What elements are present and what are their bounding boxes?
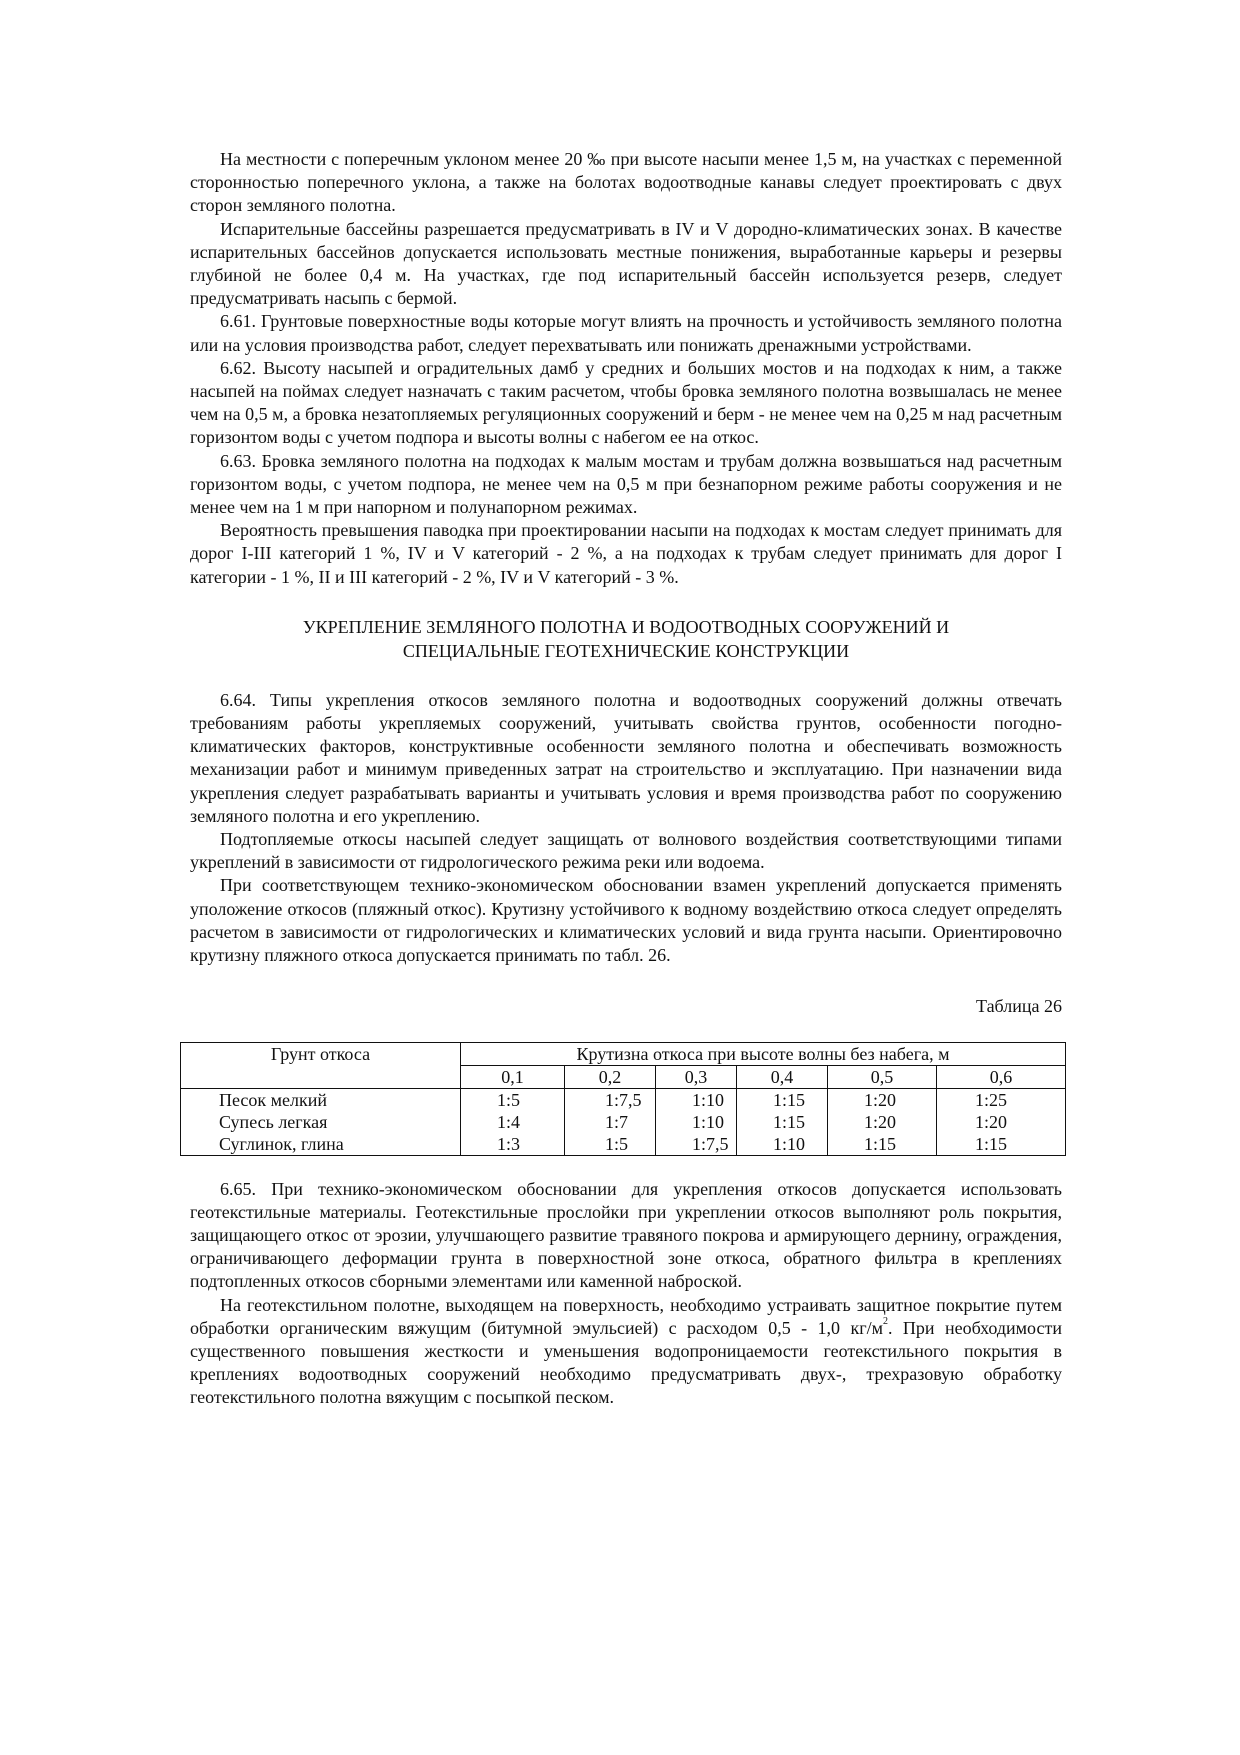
section-heading-line-2: СПЕЦИАЛЬНЫЕ ГЕОТЕХНИЧЕСКИЕ КОНСТРУКЦИИ <box>402 640 850 661</box>
table-26 <box>180 1042 1066 1156</box>
header-wave-height: 0,1 <box>461 1065 565 1088</box>
superscript-2: 2 <box>883 1315 888 1327</box>
cell-value: 1:20 <box>937 1111 1066 1133</box>
table-row <box>181 1111 1066 1133</box>
table-row <box>181 1088 1066 1111</box>
document-page <box>190 148 1062 1410</box>
header-soil: Грунт откоса <box>181 1042 461 1088</box>
paragraph-6-64: 6.64. Типы укрепления откосов земляного полотна и водоотводных сооружений должны отвечать требованиям работы укрепляемых сооружений, учитывать свойства грунтов, особенности погодно-климатических факторов, конструктивные особенности земляного полотна и обеспечивать возможность механизации работ и минимум приведенных затрат на строительство и эксплуатацию. При назначении вида укрепления следует разрабатывать варианты и учитывать условия и время производства работ по сооружению земляного полотна и его укреплению. <box>190 689 1062 826</box>
cell-soil: Суглинок, глина <box>181 1133 461 1156</box>
paragraph-6-62: 6.62. Высоту насыпей и оградительных дамб у средних и больших мостов и на подходах к ним, а также насыпей на поймах следует назначать с таким расчетом, чтобы бровка земляного полотна возвышалась не менее чем на 0,5 м, а бровка незатопляемых регуляционных сооружений и берм - не менее чем на 0,25 м над расчетным горизонтом воды с учетом подпора и высоты волны с набегом ее на откос. <box>190 357 1062 448</box>
cell-value: 1:10 <box>656 1111 737 1133</box>
cell-value: 1:20 <box>828 1088 937 1111</box>
cell-value: 1:20 <box>828 1111 937 1133</box>
paragraph-flooded-slopes: Подтопляемые откосы насыпей следует защищать от волнового воздействия соответствующими типами укреплений в зависимости от гидрологического режима реки или водоема. <box>190 829 1062 873</box>
cell-value: 1:5 <box>461 1088 565 1111</box>
header-wave-height: 0,2 <box>565 1065 656 1088</box>
table-row <box>181 1133 1066 1156</box>
cell-soil: Супесь легкая <box>181 1111 461 1133</box>
table-header-row <box>181 1042 1066 1065</box>
cell-value: 1:4 <box>461 1111 565 1133</box>
header-wave-height: 0,5 <box>828 1065 937 1088</box>
paragraph-6-63: 6.63. Бровка земляного полотна на подходах к малым мостам и трубам должна возвышаться над расчетным горизонтом воды, с учетом подпора, не менее чем на 0,5 м при безнапорном режиме работы сооружения и не менее чем на 1 м при напорном и полунапорном режимах. <box>190 450 1062 518</box>
header-wave-height: 0,4 <box>737 1065 828 1088</box>
cell-value: 1:15 <box>737 1088 828 1111</box>
paragraph-protective-coating <box>190 1294 1062 1410</box>
paragraph-evaporation-basins: Испарительные бассейны разрешается предусматривать в IV и V дородно-климатических зонах. В качестве испарительных бассейнов допускается использовать местные понижения, выработанные карьеры и резервы глубиной не более 0,4 м. На участках, где под испарительный бассейн используется резерв, следует предусматривать насыпь с бермой. <box>190 218 1062 309</box>
header-wave-height: 0,6 <box>937 1065 1066 1088</box>
cell-value: 1:15 <box>937 1133 1066 1156</box>
table-caption: Таблица 26 <box>976 996 1062 1017</box>
header-steepness-group: Крутизна откоса при высоте волны без набега, м <box>461 1042 1066 1065</box>
cell-value: 1:15 <box>828 1133 937 1156</box>
cell-value: 1:7 <box>565 1111 656 1133</box>
paragraph-6-65: 6.65. При технико-экономическом обосновании для укрепления откосов допускается использовать геотекстильные материалы. Геотекстильные прослойки при укреплении откосов выполняют роль покрытия, защищающего откос от эрозии, улучшающего развитие травяного покрова и армирующего дернину, ограждения, ограничивающего деформации грунта в поверхностной зоне откоса, обратного фильтра в креплениях подтопленных откосов сборными элементами или каменной наброской. <box>190 1178 1062 1292</box>
protective-coating-text-a: На геотекстильном полотне, выходящем на поверхность, необходимо устраивать защитное покрытие путем обработки органическим вяжущим (битумной эмульсией) с расходом 0,5 - 1,0 кг/м <box>190 1294 1062 1338</box>
protective-coating-text-b: . При необходимости существенного повышения жесткости и уменьшения водопроницаемости геотекстильного покрытия в креплениях водоотводных сооружений необходимо предусматривать двух-, трехразовую обработку геотекстильного полотна вяжущим с посыпкой песком. <box>190 1317 1062 1408</box>
cell-value: 1:7,5 <box>656 1133 737 1156</box>
section-heading <box>190 615 1062 663</box>
cell-value: 1:7,5 <box>565 1088 656 1111</box>
cell-soil: Песок мелкий <box>181 1088 461 1111</box>
cell-value: 1:5 <box>565 1133 656 1156</box>
cell-value: 1:25 <box>937 1088 1066 1111</box>
cell-value: 1:15 <box>737 1111 828 1133</box>
paragraph-drainage-ditches: На местности с поперечным уклоном менее 20 ‰ при высоте насыпи менее 1,5 м, на участках с переменной сторонностью поперечного уклона, а также на болотах водоотводные канавы следует проектировать с двух сторон земляного полотна. <box>190 149 1062 216</box>
paragraph-flood-probability: Вероятность превышения паводка при проектировании насыпи на подходах к мостам следует принимать для дорог I-III категорий 1 %, IV и V категорий - 2 %, а на подходах к трубам следует принимать для дорог I категории - 1 %, II и III категорий - 2 %, IV и V категорий - 3 %. <box>190 520 1062 587</box>
cell-value: 1:3 <box>461 1133 565 1156</box>
cell-value: 1:10 <box>656 1088 737 1111</box>
header-wave-height: 0,3 <box>656 1065 737 1088</box>
paragraph-beach-slope: При соответствующем технико-экономическом обосновании взамен укреплений допускается применять уположение откосов (пляжный откос). Крутизну устойчивого к водному воздействию откоса следует определять расчетом в зависимости от гидрологических и климатических условий и вида грунта насыпи. Ориентировочно крутизну пляжного откоса допускается принимать по табл. 26. <box>190 875 1062 966</box>
cell-value: 1:10 <box>737 1133 828 1156</box>
section-heading-line-1: УКРЕПЛЕНИЕ ЗЕМЛЯНОГО ПОЛОТНА И ВОДООТВОДНЫХ СООРУЖЕНИЙ И <box>302 616 950 637</box>
paragraph-6-61: 6.61. Грунтовые поверхностные воды которые могут влиять на прочность и устойчивость земляного полотна или на условия производства работ, следует перехватывать или понижать дренажными устройствами. <box>190 311 1062 355</box>
